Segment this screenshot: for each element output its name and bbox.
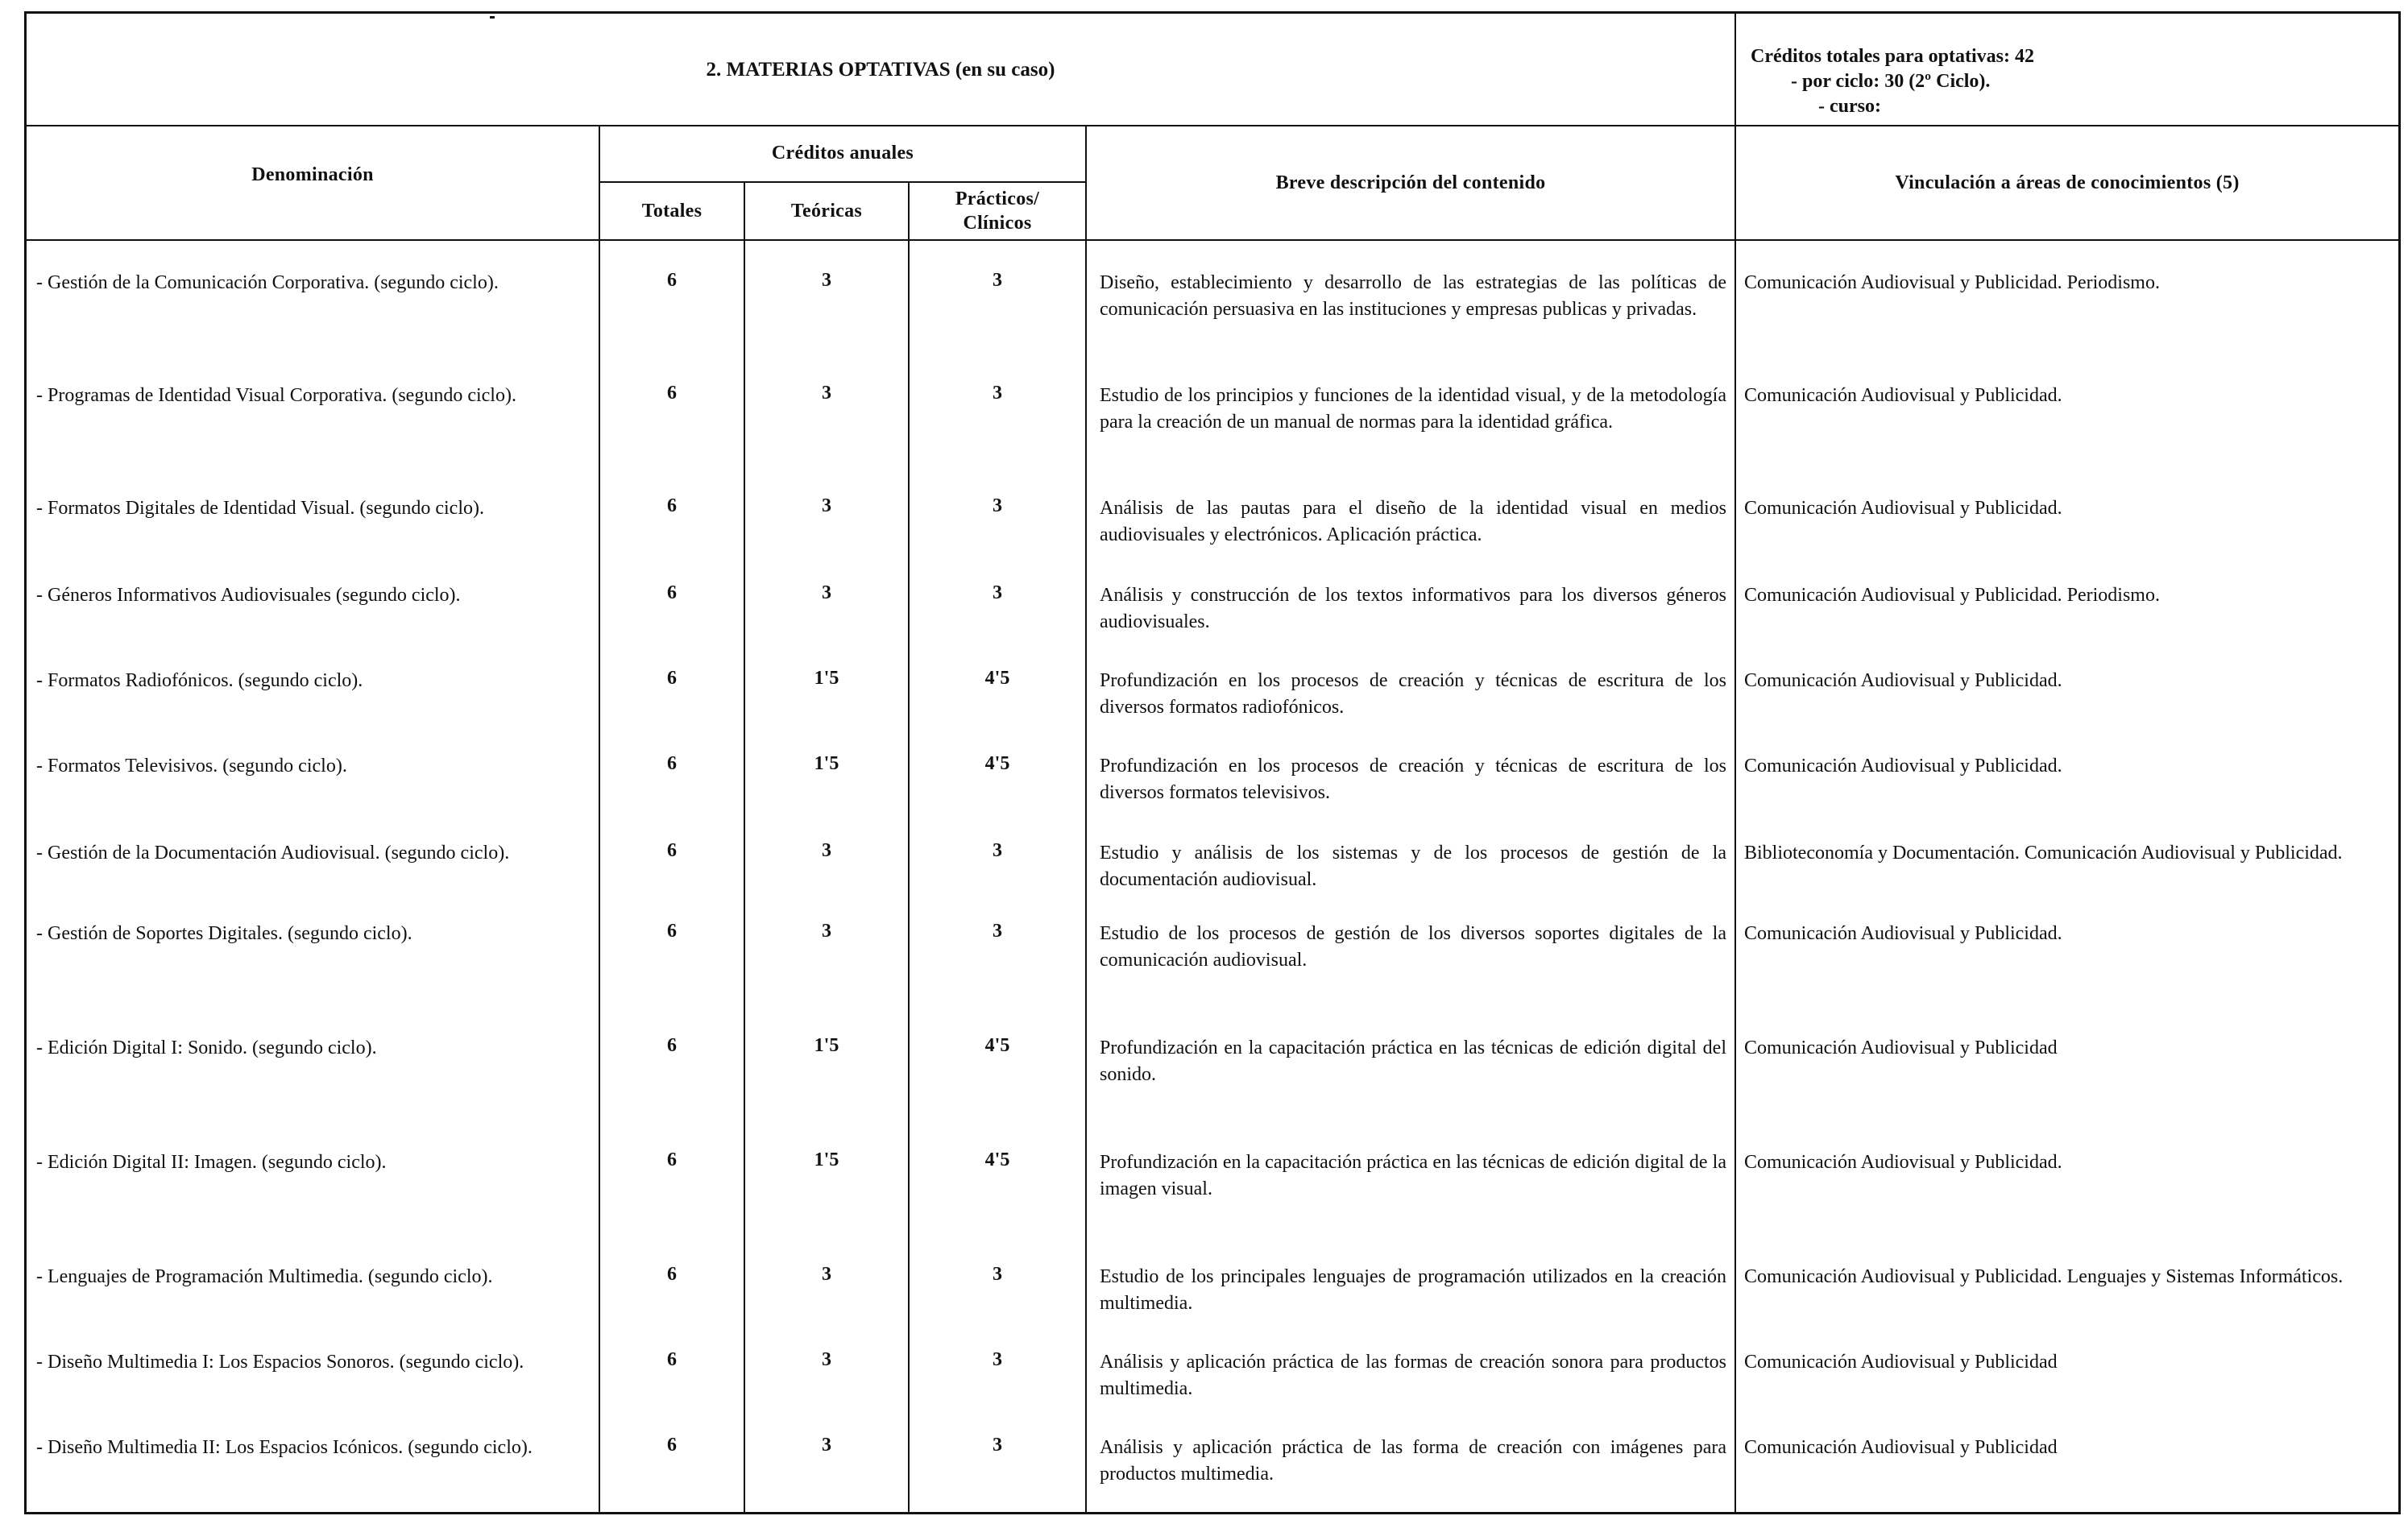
subject-name: - Diseño Multimedia I: Los Espacios Sonoros. (segundo ciclo). — [36, 1352, 524, 1373]
credits-totales: 6 — [667, 1264, 677, 1285]
credits-teoricas: 3 — [822, 1264, 831, 1285]
credits-teoricas: 3 — [822, 383, 831, 404]
header-descripcion: Breve descripción del contenido — [1275, 172, 1546, 193]
credits-totales: 6 — [667, 668, 677, 689]
subject-name: - Edición Digital II: Imagen. (segundo ciclo). — [36, 1152, 387, 1173]
credits-teoricas: 3 — [822, 495, 831, 516]
subject-name: - Lenguajes de Programación Multimedia. (segundo ciclo). — [36, 1266, 493, 1287]
subject-description: Estudio de los procesos de gestión de los diversos soportes digitales de la comunicación audiovisual. — [1100, 923, 1726, 971]
credits-teoricas: 1'5 — [814, 1035, 839, 1056]
credits-practicos: 3 — [993, 383, 1002, 404]
header-teoricas: Teóricas — [790, 201, 863, 222]
subject-description: Análisis y aplicación práctica de las forma de creación con imágenes para productos multimedia. — [1100, 1437, 1726, 1485]
col-rule-practicos — [1085, 125, 1087, 1512]
subject-description: Profundización en los procesos de creación y técnicas de escritura de los diversos formatos radiofónicos. — [1100, 670, 1726, 718]
credits-teoricas: 1'5 — [814, 668, 839, 689]
header-practicos: Prácticos/ Clínicos — [955, 188, 1040, 234]
credits-summary — [1751, 44, 2395, 119]
knowledge-areas: Comunicación Audiovisual y Publicidad. — [1744, 670, 2062, 691]
credits-totales: 6 — [667, 582, 677, 603]
subject-name: - Gestión de Soportes Digitales. (segundo ciclo). — [36, 923, 412, 944]
credits-totales: 6 — [667, 495, 677, 516]
credits-totales: 6 — [667, 383, 677, 404]
knowledge-areas: Comunicación Audiovisual y Publicidad. — [1744, 923, 2062, 944]
subject-description: Profundización en la capacitación práctica en las técnicas de edición digital del sonido. — [1100, 1037, 1726, 1085]
credits-teoricas: 3 — [822, 840, 831, 861]
credits-teoricas: 1'5 — [814, 1149, 839, 1170]
credits-totales: 6 — [667, 1149, 677, 1170]
credits-totales: 6 — [667, 921, 677, 942]
credits-teoricas: 3 — [822, 921, 831, 942]
knowledge-areas: Comunicación Audiovisual y Publicidad. — [1744, 385, 2062, 406]
credits-cycle: - por ciclo: 30 (2º Ciclo). — [1791, 71, 1991, 92]
subject-name: - Formatos Radiofónicos. (segundo ciclo). — [36, 670, 363, 691]
subject-name: - Formatos Digitales de Identidad Visual. (segundo ciclo). — [36, 498, 484, 519]
credits-totales: 6 — [667, 840, 677, 861]
subject-name: - Gestión de la Comunicación Corporativa. (segundo ciclo). — [36, 272, 499, 293]
credits-practicos: 3 — [993, 921, 1002, 942]
credits-practicos: 3 — [993, 582, 1002, 603]
knowledge-areas: Comunicación Audiovisual y Publicidad. Periodismo. — [1744, 272, 2160, 293]
credits-teoricas: 1'5 — [814, 753, 839, 774]
header-bottom-rule — [27, 239, 2398, 241]
subject-description: Estudio de los principales lenguajes de programación utilizados en la creación multimedia. — [1100, 1266, 1726, 1314]
header-totales: Totales — [641, 201, 703, 222]
knowledge-areas: Comunicación Audiovisual y Publicidad — [1744, 1437, 2058, 1458]
subject-description: Análisis y construcción de los textos informativos para los diversos géneros audiovisuales. — [1100, 585, 1726, 632]
credits-practicos: 3 — [993, 270, 1002, 291]
knowledge-areas: Comunicación Audiovisual y Publicidad. — [1744, 498, 2062, 519]
credits-practicos: 3 — [993, 1435, 1002, 1456]
col-rule-denominacion — [599, 125, 600, 1512]
credits-total: Créditos totales para optativas: 42 — [1751, 46, 2034, 67]
subject-description: Análisis y aplicación práctica de las formas de creación sonora para productos multimedia. — [1100, 1352, 1726, 1399]
subject-name: - Gestión de la Documentación Audiovisual. (segundo ciclo). — [36, 843, 510, 864]
credits-teoricas: 3 — [822, 1349, 831, 1370]
credits-practicos: 4'5 — [984, 1149, 1010, 1170]
credits-practicos: 4'5 — [984, 668, 1010, 689]
col-rule-descripcion — [1735, 239, 1736, 1512]
header-denominacion: Denominación — [251, 164, 374, 185]
credits-totales: 6 — [667, 1349, 677, 1370]
credits-practicos: 3 — [993, 1349, 1002, 1370]
scan-speck — [490, 16, 495, 19]
credits-practicos: 3 — [993, 1264, 1002, 1285]
optional-subjects-table — [24, 11, 2401, 1514]
credits-course: - curso: — [1818, 96, 1881, 117]
subject-name: - Diseño Multimedia II: Los Espacios Icónicos. (segundo ciclo). — [36, 1437, 533, 1458]
knowledge-areas: Comunicación Audiovisual y Publicidad — [1744, 1037, 2058, 1058]
credits-totales: 6 — [667, 753, 677, 774]
subject-name: - Formatos Televisivos. (segundo ciclo). — [36, 756, 347, 777]
subject-name: - Géneros Informativos Audiovisuales (segundo ciclo). — [36, 585, 461, 606]
credits-practicos: 3 — [993, 840, 1002, 861]
subject-description: Estudio de los principios y funciones de la identidad visual, y de la metodología para la creación de un manual de normas para la identidad gráfica. — [1100, 385, 1726, 433]
knowledge-areas: Comunicación Audiovisual y Publicidad. Lenguajes y Sistemas Informáticos. — [1744, 1266, 2344, 1287]
knowledge-areas: Comunicación Audiovisual y Publicidad. — [1744, 1152, 2062, 1173]
credits-practicos: 4'5 — [984, 1035, 1010, 1056]
knowledge-areas: Comunicación Audiovisual y Publicidad. — [1744, 756, 2062, 777]
knowledge-areas: Comunicación Audiovisual y Publicidad. Periodismo. — [1744, 585, 2160, 606]
subject-name: - Edición Digital I: Sonido. (segundo ciclo). — [36, 1037, 377, 1058]
knowledge-areas: Biblioteconomía y Documentación. Comunicación Audiovisual y Publicidad. — [1744, 843, 2343, 864]
subject-description: Estudio y análisis de los sistemas y de los procesos de gestión de la documentación audiovisual. — [1100, 843, 1726, 890]
credits-totales: 6 — [667, 1435, 677, 1456]
credits-teoricas: 3 — [822, 270, 831, 291]
subject-description: Profundización en los procesos de creación y técnicas de escritura de los diversos formatos televisivos. — [1100, 756, 1726, 803]
header-creditos-anuales: Créditos anuales — [771, 143, 914, 164]
header-vinculacion: Vinculación a áreas de conocimientos (5) — [1895, 172, 2240, 193]
credits-practicos: 3 — [993, 495, 1002, 516]
credits-practicos: 4'5 — [984, 753, 1010, 774]
credits-totales: 6 — [667, 270, 677, 291]
credits-teoricas: 3 — [822, 1435, 831, 1456]
knowledge-areas: Comunicación Audiovisual y Publicidad — [1744, 1352, 2058, 1373]
credits-teoricas: 3 — [822, 582, 831, 603]
subject-description: Diseño, establecimiento y desarrollo de las estrategias de las políticas de comunicación persuasiva en las instituciones y empresas publicas y privadas. — [1100, 272, 1726, 320]
subject-name: - Programas de Identidad Visual Corporativa. (segundo ciclo). — [36, 385, 516, 406]
subject-description: Profundización en la capacitación práctica en las técnicas de edición digital de la imagen visual. — [1100, 1152, 1726, 1199]
subject-description: Análisis de las pautas para el diseño de la identidad visual en medios audiovisuales y electrónicos. Aplicación práctica. — [1100, 498, 1726, 545]
section-title: 2. MATERIAS OPTATIVAS (en su caso) — [706, 59, 1055, 81]
credits-totales: 6 — [667, 1035, 677, 1056]
